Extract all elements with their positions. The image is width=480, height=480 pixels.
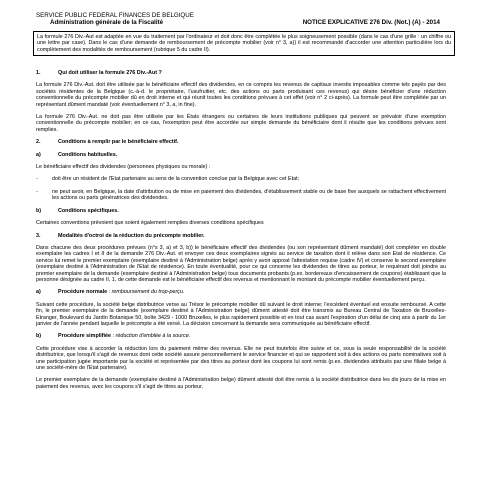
section-2-heading (36, 139, 446, 145)
intro-box: La formule 276 Div.-Aut est adaptée en vue du traitement par l'ordinateur et doit donc être complétée le plus soigneusement possible (dans le cas d'une grille : un chiffre ou une lettre par case). Dans le cas d'une demande de remboursement de précompte mobilier (voir n° 3, a)) il est recommandé d'accorder une attention particulière lors du complètement des modalités de remboursement (rubrique 5 du cadre II). (33, 31, 455, 56)
section-3a-text: Suivant cette procédure, la société belge distributrice verse au Trésor le précompte mobilier dû suivant le droit interne; l'excédent éventuel est ensuite remboursé. A cette fin, le premier exemplaire de la demande (exemplaire destiné à l'Administration belge) dûment attesté doit être transmis au Bureau Central de Taxation de Bruxelles-Etranger, Boulevard du Jardin Botanique 50, boîte 3429 - 1000 Bruxelles, le plus rapidement possible et en tout cas avant l'expiration d'un délai de cinq ans à partir du 1er janvier de l'année pendant laquelle le précompte a été versé. La décision concernant la demande sera communiquée au bénéficiaire effectif. (36, 301, 446, 327)
section-1-heading (36, 70, 446, 76)
list-item: - ne peut avoir, en Belgique, la date d'attribution ou de mise en paiement des dividendes, d'établissement stable ou de base fixe auxquels se rattachent effectivement les actions ou parts génératrices des dividendes. (36, 188, 446, 202)
subsection-letter: a) (36, 289, 41, 296)
list-item-text: doit être un résident de l'Etat partenaire au sens de la convention conclue par la Belgique avec cet Etat; (52, 176, 300, 183)
subsection-3b-heading (36, 333, 446, 339)
section-title: Conditions à remplir par le bénéficiaire effectif. (58, 139, 179, 146)
header-line1: SERVICE PUBLIC FEDERAL FINANCES DE BELGIQUE (36, 12, 194, 19)
section-number: 3. (36, 232, 41, 239)
section-1-paragraph: La formule 276 Div.-Aut. ne doit pas être utilisée par les États étrangers ou certaines de leurs institutions publiques qui peuvent se prévaloir d'une exemption conventionnelle du précompte mobilier; en ce cas, l'exemption peut être accordée sur simple demande du bénéficiaire dont il résulte que les conditions prévues sont remplies. (36, 114, 446, 133)
section-3b-text: Cette procédure vise à accorder la réduction lors du paiement même des revenus. Elle ne peut toutefois être suivie et ce, sous la seule responsabilité de la société distributrice, que lorsqu'il s'agit de revenus dont cette société assure personnellement le service financier et qui se rapportent soit à des actions ou parts nominatives soit à une participation jugée importante par la société et représentée par des titres au porteur dont les coupons lui sont remis (p.ex. dividendes attribués par une filiale belge à une société-mère de l'Etat partenaire). (36, 345, 446, 371)
section-3-paragraph: Dans chacune des deux procédures prévues (n°s 3, a) et 3, b)) le bénéficiaire effectif des dividendes (ou son représentant dûment mandaté) doit compléter en double exemplaire les cadres I et II de la demande 276 Div.-Aut. et envoyer ces deux exemplaires signés au service de taxation dont il relève dans son Etat de résidence. Ce service lui remet le premier exemplaire (exemplaire destiné à l'Administration belge) après y avoir apposé l'attestation requise (cadre IV) et conserve le second exemplaire (exemplaire destiné à l'Administration de l'Etat de résidence). En toute éventualité, pour ce qui concerne les dividendes de titres au porteur, le requérant doit joindre au premier exemplaire de la demande (exemplaire destiné à l'Administration belge) tous documents probants (p.ex. bordereaux d'encaissement de coupons) établissant que la personne désignée au cadre II, 1, de cette demande est le bénéficiaire effectif des revenus et mentionnant le montant du précompte mobilier éventuellement perçu. (36, 244, 446, 283)
section-3-heading (36, 233, 446, 239)
list-item: - doit être un résident de l'Etat partenaire au sens de la convention conclue par la Belgique avec cet Etat; (36, 176, 446, 182)
subsection-title: Procédure simplifiée (58, 333, 112, 340)
subsection-subtitle: : réduction d'emblée à la source. (111, 333, 191, 340)
section-title: Modalités d'octroi de la réduction du précompte mobilier. (58, 232, 205, 239)
section-3-last-paragraph: Le premier exemplaire de la demande (exemplaire destiné à l'Administration belge) dûment attesté doit être remis à la société distributrice dans les dix jours de la mise en paiement des revenus, avec les coupons s'il s'agit de titres au porteur. (36, 377, 446, 390)
subsection-letter: a) (36, 151, 41, 158)
subsection-letter: b) (36, 333, 42, 340)
header-left (36, 12, 194, 27)
subsection-subtitle: : remboursement du trop-perçu. (107, 289, 185, 296)
subsection-title: Procédure normale (58, 289, 108, 296)
subsection-2b-heading (36, 208, 446, 214)
main-content (36, 70, 446, 396)
section-2b-text: Certaines conventions prévoient que soient également remplies diverses conditions spécifiques (36, 220, 264, 227)
subsection-title: Conditions spécifiques. (58, 207, 119, 214)
header-right: NOTICE EXPLICATIVE 276 Div. (Not.) (A) - 2014 (302, 19, 440, 26)
section-1-paragraph: La formule 276 Div.-Aut. doit être utilisée par le bénéficiaire effectif des dividendes, en ce compris les revenus de capitaux investis imposables comme tels payés par des sociétés résidentes de la Belgique (c.-à-d. le propriétaire, l'usufruitier, etc. des actions ou parts produisant ces revenus) qui désire bénéficier d'une réduction conventionnelle du précompte mobilier dû en droit interne et qui réunit toutes les conditions prévues à cet effet (voir n° 2 ci-après). La formule peut être complétée par un représentant dûment mandaté (voir éventuellement n° 3, a, in fine). (36, 82, 446, 108)
subsection-letter: b) (36, 207, 42, 214)
section-2-intro: Le bénéficiaire effectif des dividendes (personnes physiques ou morale) : (36, 164, 211, 171)
section-number: 2. (36, 139, 41, 146)
header-line2: Administration générale de la Fiscalité (50, 19, 164, 27)
section-title: Qui doit utiliser la formule 276 Div.-Aut ? (58, 70, 162, 76)
list-item-text: ne peut avoir, en Belgique, la date d'attribution ou de mise en paiement des dividendes, d'établissement stable ou de base fixe auxquels se rattachent effectivement les actions ou parts génératrices des dividendes. (52, 188, 446, 202)
subsection-title: Conditions habituelles. (58, 151, 118, 158)
subsection-2a-heading (36, 152, 446, 158)
subsection-3a-heading (36, 289, 446, 295)
section-number: 1. (36, 70, 41, 76)
